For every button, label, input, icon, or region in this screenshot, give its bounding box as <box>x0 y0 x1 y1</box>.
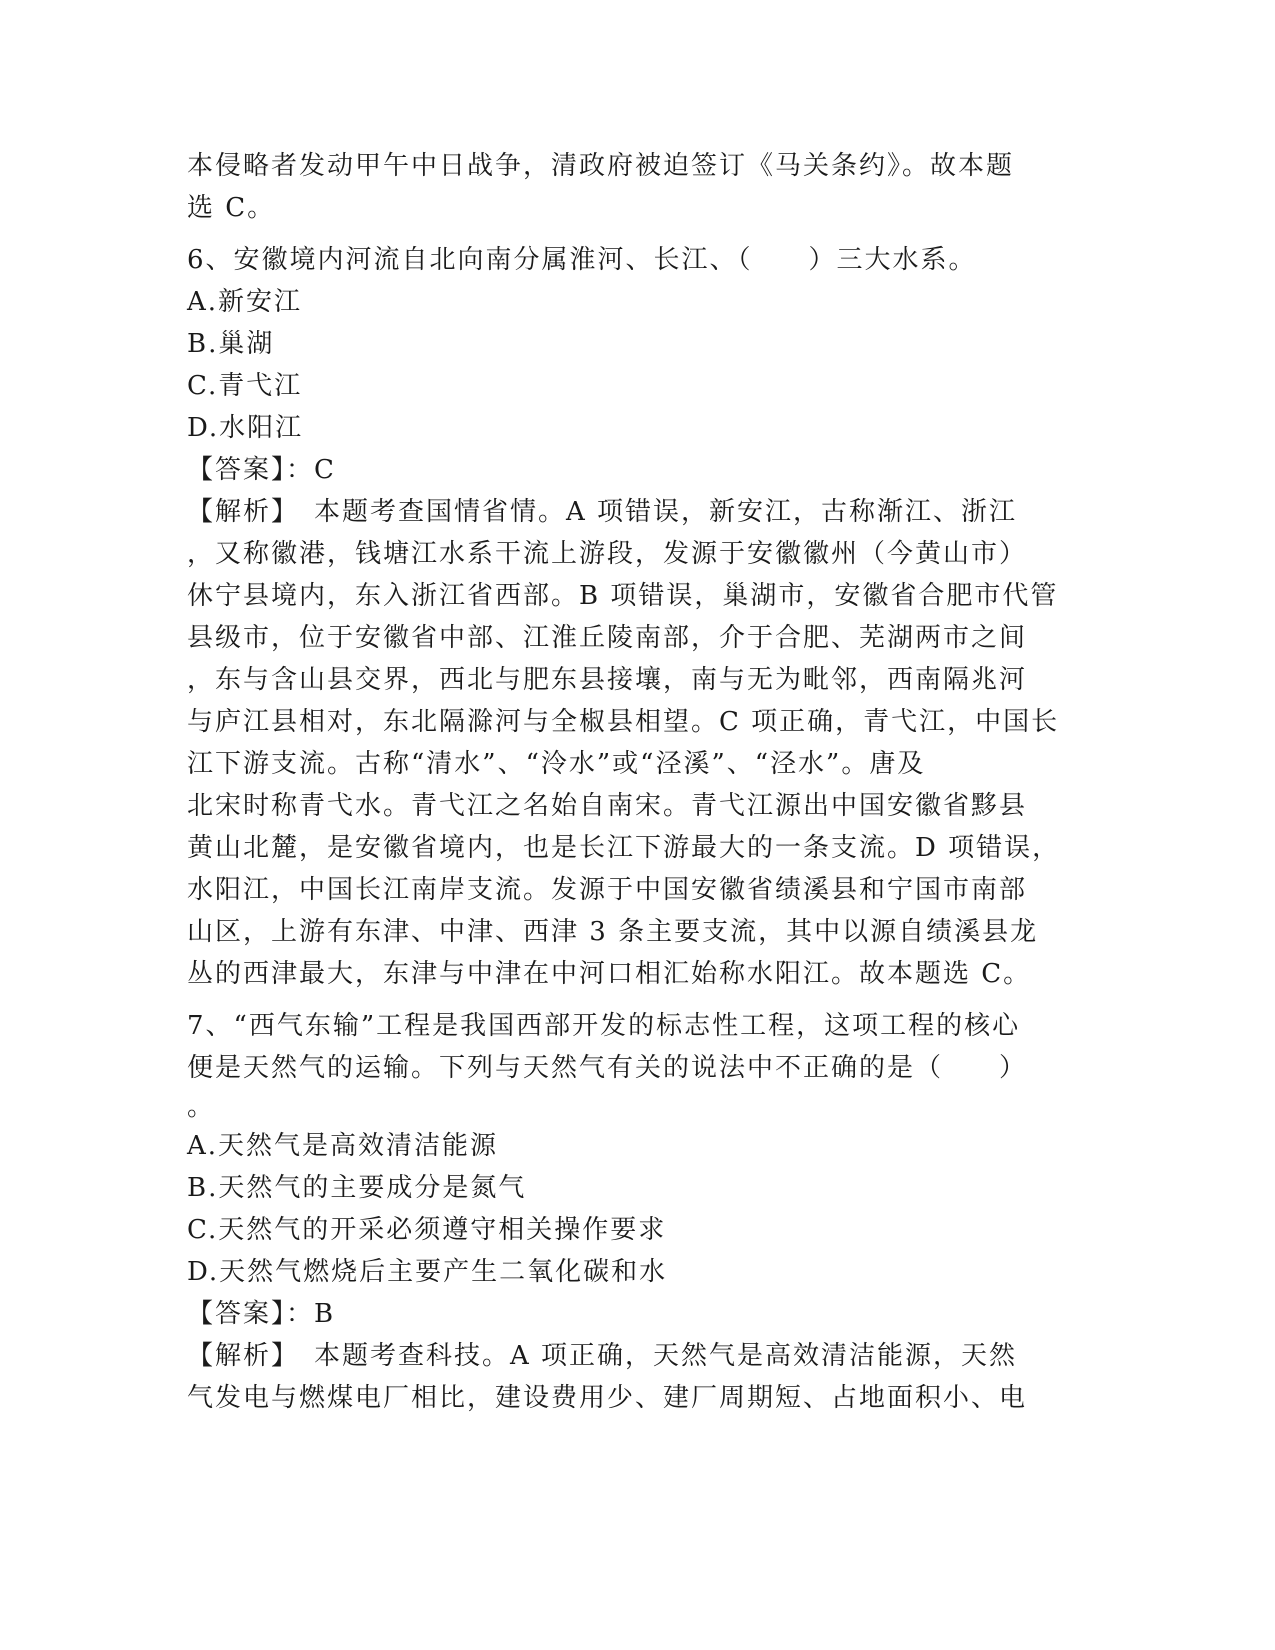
analysis-line: 县级市，位于安徽省中部、江淮丘陵南部，介于合肥、芜湖两市之间 <box>187 623 1028 653</box>
option-b: B.天然气的主要成分是氮气 <box>187 1173 527 1203</box>
option-a: A.天然气是高效清洁能源 <box>187 1131 499 1161</box>
analysis-line: 江下游支流。古称“清水”、“泠水”或“泾溪”、“泾水”。唐及 <box>187 749 926 779</box>
option-b: B.巢湖 <box>187 329 275 359</box>
analysis-line: 北宋时称青弋水。青弋江之名始自南宋。青弋江源出中国安徽省黟县 <box>187 791 1028 821</box>
analysis <box>187 491 1087 995</box>
analysis-line: 气发电与燃煤电厂相比，建设费用少、建厂周期短、占地面积小、电 <box>187 1383 1028 1413</box>
document-page <box>187 145 1087 1419</box>
question-stem: 6、安徽境内河流自北向南分属淮河、长江、（ ）三大水系。 <box>187 245 977 275</box>
question-stem: 便是天然气的运输。下列与天然气有关的说法中不正确的是（ ） <box>187 1053 1028 1083</box>
analysis-line: ，又称徽港，钱塘江水系干流上游段，发源于安徽徽州（今黄山市） <box>187 539 1028 569</box>
analysis-line: 黄山北麓，是安徽省境内，也是长江下游最大的一条支流。D 项错误， <box>187 833 1061 863</box>
option-c: C.青弋江 <box>187 371 303 401</box>
analysis-line: ，东与含山县交界，西北与肥东县接壤，南与无为毗邻，西南隔兆河 <box>187 665 1028 695</box>
question-7 <box>187 1005 1087 1419</box>
analysis-line: 水阳江，中国长江南岸支流。发源于中国安徽省绩溪县和宁国市南部 <box>187 875 1028 905</box>
analysis-line: 与庐江县相对，东北隔滁河与全椒县相望。C 项正确，青弋江，中国长 <box>187 707 1060 737</box>
analysis <box>187 1335 1087 1419</box>
answer: 【答案】：B <box>187 1299 336 1329</box>
option-a: A.新安江 <box>187 287 303 317</box>
analysis-line: 【解析】 本题考查国情省情。A 项错误，新安江，古称渐江、浙江 <box>187 497 1018 527</box>
question-stem: 7、“西气东输”工程是我国西部开发的标志性工程，这项工程的核心 <box>187 1011 1021 1041</box>
text-line: 选 C。 <box>187 193 276 223</box>
previous-analysis-continuation <box>187 145 1087 229</box>
question-6 <box>187 239 1087 995</box>
analysis-line: 【解析】 本题考查科技。A 项正确，天然气是高效清洁能源，天然 <box>187 1341 1018 1371</box>
option-d: D.天然气燃烧后主要产生二氧化碳和水 <box>187 1257 668 1287</box>
question-stem: 。 <box>187 1092 216 1122</box>
analysis-line: 休宁县境内，东入浙江省西部。B 项错误，巢湖市，安徽省合肥市代管 <box>187 581 1059 611</box>
text-line: 本侵略者发动甲午中日战争，清政府被迫签订《马关条约》。故本题 <box>187 151 1015 181</box>
option-c: C.天然气的开采必须遵守相关操作要求 <box>187 1215 667 1245</box>
option-d: D.水阳江 <box>187 413 304 443</box>
analysis-line: 丛的西津最大，东津与中津在中河口相汇始称水阳江。故本题选 C。 <box>187 959 1032 989</box>
analysis-line: 山区，上游有东津、中津、西津 3 条主要支流，其中以源自绩溪县龙 <box>187 917 1039 947</box>
answer: 【答案】：C <box>187 455 336 485</box>
